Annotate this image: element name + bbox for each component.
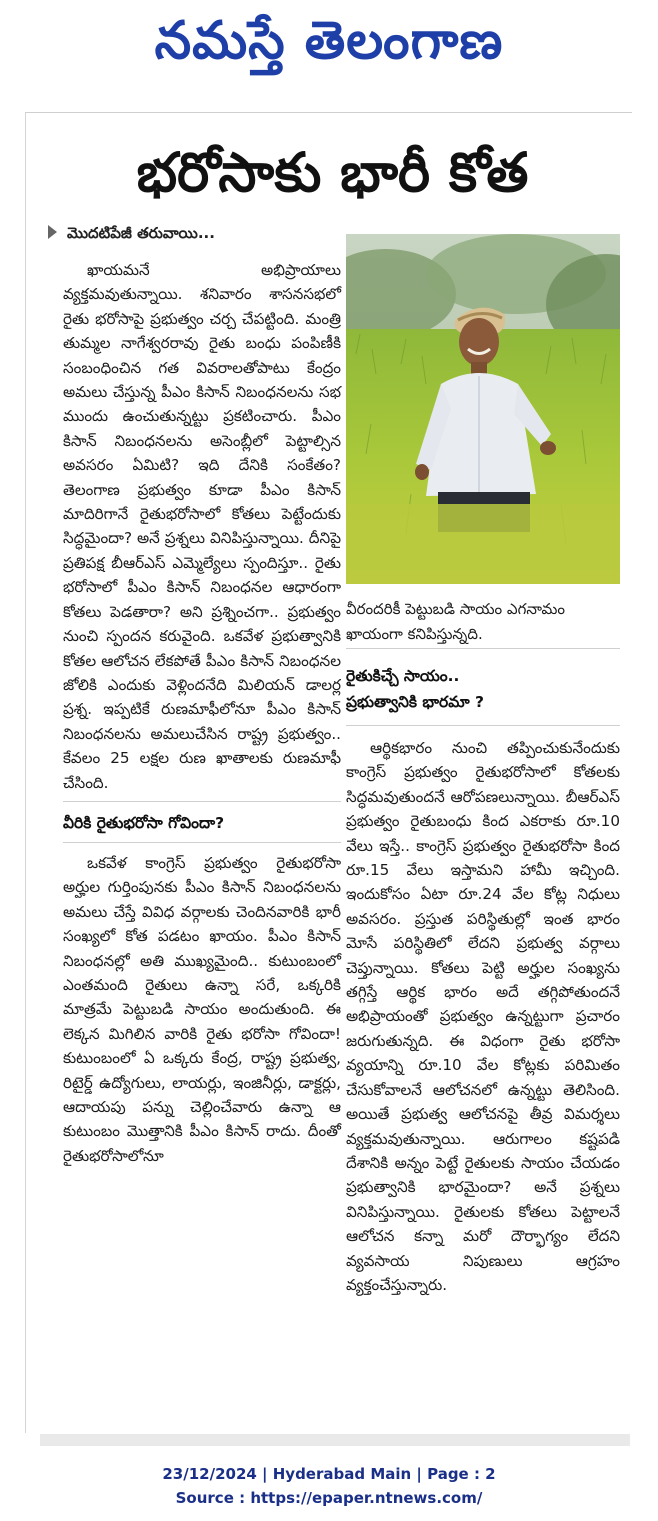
farmer-in-paddy-field-image (346, 234, 620, 584)
section-divider (63, 801, 341, 802)
masthead-logo: నమస్తే తెలంగాణ (154, 10, 504, 71)
footer-source-link[interactable]: Source : https://epaper.ntnews.com/ (175, 1489, 483, 1507)
right-paragraph: ఆర్థికభారం నుంచి తప్పించుకునేందుకు కాంగ్రెస్ ప్రభుత్వం రైతుభరోసాలో కోతలకు సిద్ధమవుతుందనే ఆరోపణలున్నాయి. బీఆర్ఎస్ ప్రభుత్వం రైతుబంధు కింద ఎకరాకు రూ.10 వేలు ఇస్తే.. కాంగ్రెస్ ప్రభుత్వం రైతుభరోసా కింద రూ.15 వేలు ఇస్తామని హామీ ఇచ్చింది. ఇందుకోసం ఏటా రూ.24 వేల కోట్ల నిధులు అవసరం. ప్రస్తుత పరిస్థితుల్లో ఇంత భారం మోసే పరిస్థితిలో లేదని ప్రభుత్వ వర్గాలు చెప్తున్నాయి. కోతలు పెట్టి అర్హుల సంఖ్యను తగ్గిస్తే ఆర్థిక భారం అదే తగ్గిపోతుందనే అభిప్రాయంతో ప్రభుత్వం ఉన్నట్టుగా ప్రచారం జరుగుతున్నది. ఈ విధంగా రైతు భరోసా వ్యయాన్ని రూ.10 వేల కోట్లకు పరిమితం చేసుకోవాలనే ఆలోచనలో ఉన్నట్టు తెలిసింది. అయితే ప్రభుత్వ ఆలోచనపై తీవ్ర విమర్శలు వ్యక్తమవుతున్నాయి. ఆరుగాలం కష్టపడి దేశానికి అన్నం పెట్టే రైతులకు సాయం చేయడం ప్రభుత్వానికి భారమైందా? అనే ప్రశ్నలు వినిపిస్తున్నాయి. రైతులకు కోతలు పెట్టాలనే ఆలోచన కన్నా మరో దౌర్భాగ్యం లేదని వ్యవసాయ నిపుణులు ఆగ్రహం వ్యక్తంచేస్తున్నారు. (346, 739, 620, 1294)
left-subheading: వీరికి రైతుభరోసా గోవిందా? (63, 813, 225, 832)
section-divider (346, 725, 620, 726)
continuation-label: మొదటిపేజీ తరువాయి... (67, 224, 215, 242)
bottom-rule (40, 1434, 630, 1446)
right-column (346, 648, 620, 1297)
arrow-right-icon (48, 225, 57, 239)
right-subheading-line1: రైతుకిచ్చే సాయం.. (346, 667, 460, 685)
section-divider (63, 842, 341, 843)
left-paragraph-2: ఒకవేళ కాంగ్రెస్ ప్రభుత్వం రైతుభరోసా అర్హుల గుర్తింపునకు పీఎం కిసాన్ నిబంధనలను అమలు చేస్తే వివిధ వర్గాలకు చెందినవారికి భారీ సంఖ్యలో కోత పడటం ఖాయం. పీఎం కిసాన్ నిబంధనల్లో అతి ముఖ్యమైంది.. కుటుంబంలో ఎంతమంది రైతులు ఉన్నా సరే, ఒక్కరికి మాత్రమే పెట్టుబడి సాయం అందుతుంది. ఈ లెక్కన మిగిలిన వారికి రైతు భరోసా గోవిందా! కుటుంబంలో ఏ ఒక్కరు కేంద్ర, రాష్ట్ర ప్రభుత్వ, రిటైర్డ్ ఉద్యోగులు, లాయర్లు, ఇంజినీర్లు, డాక్టర్లు, ఆదాయపు పన్ను చెల్లించేవారు ఉన్నా ఆ కుటుంబం మొత్తానికి పీఎం కిసాన్ రాదు. దీంతో రైతుభరోసాలోనూ (63, 853, 341, 1165)
photo-caption: వీరందరికీ పెట్టుబడి సాయం ఎగనామం ఖాయంగా కనిపిస్తున్నది. (346, 600, 565, 643)
left-paragraph-1: ఖాయమనే అభిప్రాయాలు వ్యక్తమవుతున్నాయి. శనివారం శాసనసభలో రైతు భరోసాపై ప్రభుత్వం చర్చ చేపట్టింది. మంత్రి తుమ్మల నాగేశ్వరరావు రైతు బంధు పంపిణీకి సంబంధించిన గత వివరాలతోపాటు కేంద్రం అమలు చేస్తున్న పీఎం కిసాన్ నిబంధనలను సభ ముందు ఉంచుతున్నట్టు ప్రకటించారు. పీఎం కిసాన్ నిబంధనలను అసెంబ్లీలో పెట్టాల్సిన అవసరం ఏమిటి? ఇది దేనికి సంకేతం? తెలంగాణ ప్రభుత్వం కూడా పీఎం కిసాన్ మాదిరిగానే రైతుభరోసాలో కోతలు పెట్టేందుకు సిద్ధమైందా? అనే ప్రశ్నలు వినిపిస్తున్నాయి. దీనిపై ప్రతిపక్ష బీఆర్ఎస్ ఎమ్మెల్యేలు స్పందిస్తూ.. రైతు భరోసాలో పీఎం కిసాన్ నిబంధనల ఆధారంగా కోతలు పెడతారా? అని ప్రశ్నించగా.. ప్రభుత్వం నుంచి స్పందన కరువైంది. ఒకవేళ ప్రభుత్వానికి కోతల ఆలోచన లేకపోతే పీఎం కిసాన్ నిబంధనల జోలికి ఎందుకు వెళ్లిందనేది మిలియన్ డాలర్ల ప్రశ్న. ఇప్పటికే రుణమాఫీలోనూ పీఎం కిసాన్ నిబంధనలను అమలుచేసిన రాష్ట్ర ప్రభుత్వం.. కేవలం 25 లక్షల రుణ ఖాతాలకు రుణమాఫీ చేసింది. (63, 261, 341, 792)
article-headline: భరోసాకు భారీ కోత (136, 141, 529, 204)
continuation-note (48, 222, 215, 244)
section-divider (346, 648, 620, 649)
right-subheading-line2: ప్రభుత్వానికి భారమా ? (346, 693, 484, 711)
left-column (63, 258, 341, 1168)
footer-date-edition: 23/12/2024 | Hyderabad Main | Page : 2 (162, 1465, 496, 1483)
farmer-photo (346, 234, 620, 584)
